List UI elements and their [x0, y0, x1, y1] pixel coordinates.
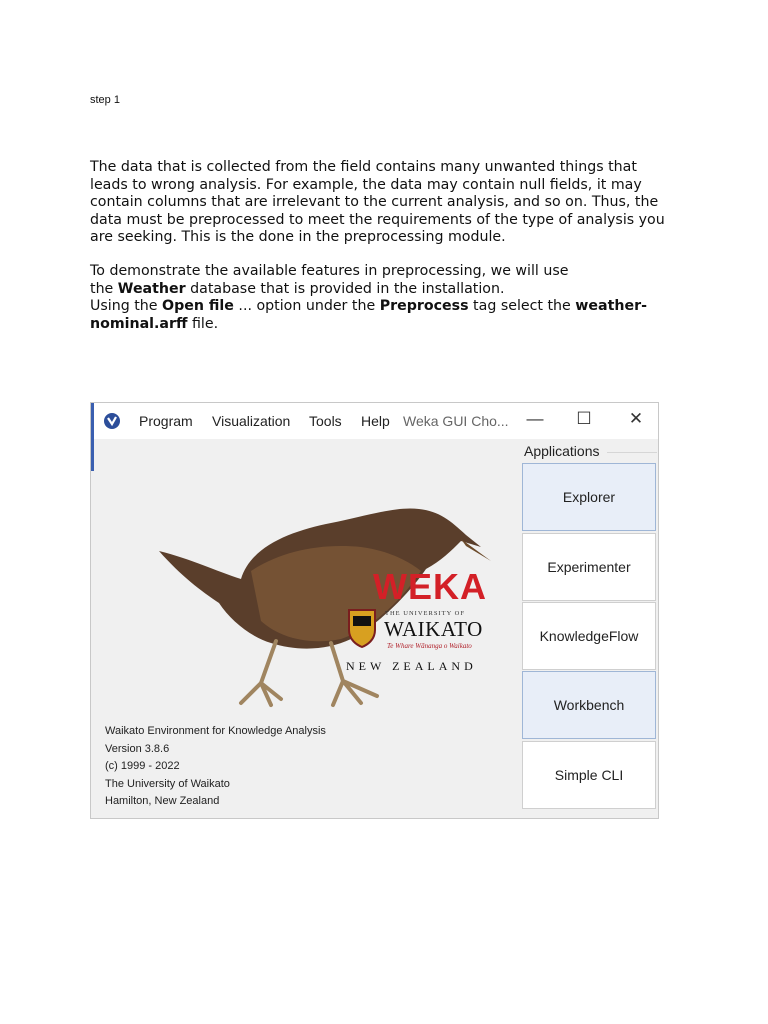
- menu-program[interactable]: Program: [139, 413, 193, 429]
- minimize-icon[interactable]: —: [526, 409, 544, 428]
- university-of-text: THE UNIVERSITY OF: [385, 610, 465, 617]
- open-file-bold: Open file: [162, 298, 234, 314]
- text: Using the: [90, 298, 163, 314]
- experimenter-button[interactable]: Experimenter: [522, 533, 656, 601]
- country-text: NEW ZEALAND: [346, 659, 477, 673]
- workbench-button[interactable]: Workbench: [522, 671, 656, 739]
- instruction-line-2: [90, 281, 690, 299]
- about-line: Hamilton, New Zealand: [105, 795, 220, 808]
- intro-line: contain columns that are irrelevant to the current analysis, and so on. Thus, the: [90, 194, 659, 210]
- preprocess-bold: Preprocess: [379, 298, 469, 314]
- motto-text: Te Whare Wānanga o Waikato: [387, 642, 472, 650]
- about-info: [105, 723, 326, 811]
- applications-label: Applications: [524, 443, 600, 459]
- menu-visualization[interactable]: Visualization: [212, 413, 291, 429]
- intro-paragraph: [90, 159, 690, 247]
- simple-cli-button[interactable]: Simple CLI: [522, 741, 656, 809]
- menu-tools[interactable]: Tools: [309, 413, 342, 429]
- instructions-paragraph: [90, 263, 690, 333]
- weka-app-icon: [103, 412, 121, 430]
- explorer-button[interactable]: Explorer: [522, 463, 656, 531]
- intro-line: are seeking. This is the done in the preprocessing module.: [90, 229, 506, 245]
- instruction-line-3: [90, 298, 690, 316]
- weka-wordmark: WEKA: [373, 566, 487, 607]
- weka-gui-chooser-window: [90, 402, 659, 819]
- instruction-line-4: [90, 316, 690, 334]
- instruction-line-1: To demonstrate the available features in preprocessing, we will use: [90, 263, 569, 279]
- about-line: Version 3.8.6: [105, 742, 170, 755]
- step-label: step 1: [90, 94, 120, 106]
- waikato-text: WAIKATO: [384, 617, 483, 641]
- text: tag select the: [468, 298, 576, 314]
- applications-divider: [607, 452, 657, 453]
- filename-bold: weather-: [575, 298, 647, 314]
- weather-bold: Weather: [117, 280, 186, 297]
- window-accent: [91, 403, 94, 471]
- intro-line: data must be preprocessed to meet the requirements of the type of analysis you: [90, 211, 665, 228]
- window-title: Weka GUI Cho...: [403, 413, 509, 429]
- intro-line: The data that is collected from the field contains many unwanted things that: [90, 159, 637, 175]
- text: file.: [187, 315, 219, 332]
- university-crest-icon: [347, 608, 377, 648]
- about-line: The University of Waikato: [105, 777, 230, 790]
- text: the: [90, 280, 118, 297]
- text: ... option under the: [233, 298, 380, 314]
- knowledgeflow-button[interactable]: KnowledgeFlow: [522, 602, 656, 670]
- filename-bold: nominal.arff: [90, 315, 188, 332]
- maximize-icon[interactable]: ☐: [576, 409, 592, 428]
- about-line: (c) 1999 - 2022: [105, 760, 180, 773]
- intro-line: leads to wrong analysis. For example, the data may contain null fields, it may: [90, 176, 642, 193]
- close-icon[interactable]: ✕: [628, 409, 644, 428]
- text: database that is provided in the installation.: [185, 280, 505, 297]
- about-line: Waikato Environment for Knowledge Analysis: [105, 725, 326, 737]
- menu-help[interactable]: Help: [361, 413, 390, 429]
